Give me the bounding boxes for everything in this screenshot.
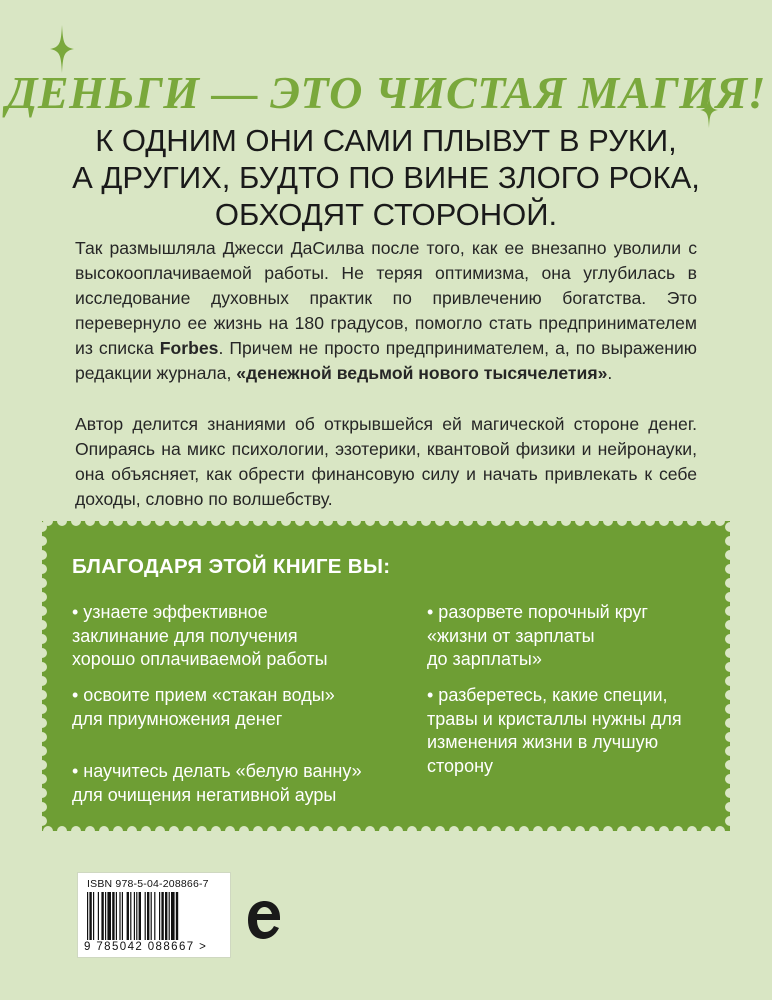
benefit-line: заклинание для получения [72, 625, 298, 646]
barcode-digits: 9 785042 088667 > [84, 941, 208, 953]
bold-quote: «денежной ведьмой нового тысячелетия» [236, 363, 608, 383]
description-text: . [607, 363, 613, 383]
scalloped-edge [42, 516, 730, 526]
benefit-item [72, 760, 362, 807]
benefit-item [427, 601, 648, 672]
benefit-line: хорошо оплачиваемой работы [72, 649, 328, 669]
scalloped-edge [725, 521, 735, 831]
author-paragraph: Автор делится знаниями об открывшейся ей магической стороне денег. Опираясь на микс психологии, эзотерики, квантовой физики и нейронауки, она объясняет, как обрести финансовую силу и начать привлекать к себе доходы, словно по волшебству. [75, 414, 697, 509]
description-text: . Причем не просто предпринимателем, а, по выражению редакции журнала, [75, 338, 697, 383]
benefit-item [72, 684, 335, 731]
description-paragraph [75, 236, 697, 386]
barcode [77, 872, 231, 958]
benefit-item [72, 601, 328, 672]
subhead [0, 122, 772, 233]
benefit-line: травы и кристаллы нужны для [427, 708, 682, 729]
benefit-line: изменения жизни в лучшую [427, 732, 659, 752]
subhead-line: ОБХОДЯТ СТОРОНОЙ. [214, 197, 558, 232]
benefit-line: • узнаете эффективное [72, 602, 268, 622]
publisher-logo-icon [245, 898, 285, 942]
panel-title: БЛАГОДАРЯ ЭТОЙ КНИГЕ ВЫ: [72, 555, 391, 578]
description-text: Так размышляла Джесси ДаСилва после того, как ее внезапно уволили с высокооплачиваемой работы. Не теряя оптимизма, она углубилась в исследование духовных практик по привлечению богатства. Это перевернуло ее жизнь на 180 градусов, помогло стать предпринимателем из списка [75, 238, 697, 358]
benefit-line: для очищения негативной ауры [72, 784, 337, 805]
benefit-line: • научитесь делать «белую ванну» [72, 761, 362, 781]
barcode-bars [87, 892, 221, 940]
scalloped-edge [42, 826, 730, 836]
benefit-line: до зарплаты» [427, 649, 542, 669]
benefit-line: • освоите прием «стакан воды» [72, 685, 335, 705]
scalloped-edge [37, 521, 47, 831]
benefit-line: • разорвете порочный круг [427, 602, 648, 622]
benefit-line: «жизни от зарплаты [427, 625, 595, 646]
isbn-text: ISBN 978-5-04-208866-7 [87, 878, 209, 890]
benefit-line: • разберетесь, какие специи, [427, 685, 668, 705]
benefit-item [427, 684, 682, 778]
benefits-panel [42, 521, 730, 831]
forbes-text: Forbes [159, 338, 219, 358]
subhead-line: К ОДНИМ ОНИ САМИ ПЛЫВУТ В РУКИ, [95, 123, 677, 158]
benefit-line: для приумножения денег [72, 708, 283, 729]
subhead-line: А ДРУГИХ, БУДТО ПО ВИНЕ ЗЛОГО РОКА, [72, 160, 700, 195]
headline: ДЕНЬГИ — ЭТО ЧИСТАЯ МАГИЯ! [5, 67, 767, 118]
benefit-line: сторону [427, 755, 494, 776]
